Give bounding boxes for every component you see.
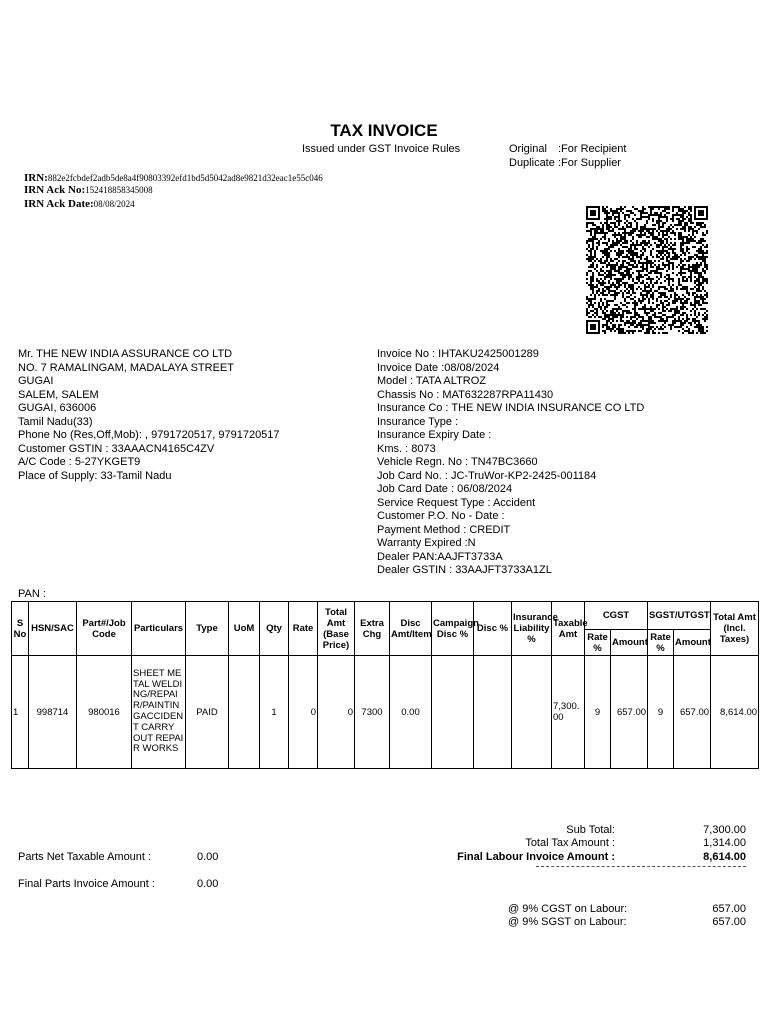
- th-particulars: Particulars: [132, 602, 186, 656]
- th-sgst-rate: Rate %: [648, 630, 674, 656]
- irn-ack-date-label: IRN Ack Date:: [24, 198, 94, 210]
- irn-line: [24, 172, 323, 184]
- pan-label: PAN :: [18, 588, 46, 600]
- cell-rate: 0: [289, 656, 318, 769]
- customer-line: Mr. THE NEW INDIA ASSURANCE CO LTD: [18, 348, 233, 360]
- sgst-labour-label: @ 9% SGST on Labour:: [508, 916, 627, 928]
- th-total-incl: Total Amt (Incl. Taxes): [711, 602, 759, 656]
- irn-label: IRN:: [24, 172, 48, 184]
- parts-net-value: 0.00: [197, 851, 219, 863]
- invoice-subtitle: Issued under GST Invoice Rules: [302, 143, 461, 155]
- customer-line: Phone No (Res,Off,Mob): , 9791720517, 9791720517: [18, 429, 280, 441]
- sub-total-label: Sub Total:: [566, 824, 615, 836]
- final-labour-value: 8,614.00: [703, 851, 746, 863]
- cell-cgst-amount: 657.00: [611, 656, 648, 769]
- cgst-labour-value: 657.00: [712, 903, 746, 915]
- invoice-detail-line: Job Card No. : JC-TruWor-KP2-2425-001184: [377, 469, 597, 482]
- cell-hsn: 998714: [29, 656, 77, 769]
- th-qty: Qty: [260, 602, 289, 656]
- cell-uom: [229, 656, 260, 769]
- cell-total-amt: 0: [318, 656, 355, 769]
- irn-ack-no-line: [24, 184, 153, 196]
- invoice-detail-line: Dealer PAN:AAJFT3733A: [377, 550, 503, 563]
- table-row: [12, 656, 759, 769]
- th-uom: UoM: [229, 602, 260, 656]
- cell-insurance-liability: [512, 656, 552, 769]
- duplicate-value: :For Supplier: [558, 157, 621, 169]
- th-total-amt: Total Amt (Base Price): [318, 602, 355, 656]
- customer-line: A/C Code : 5-27YKGET9: [18, 456, 141, 468]
- original-label: Original: [509, 143, 547, 155]
- final-labour-label: Final Labour Invoice Amount :: [457, 851, 615, 863]
- dashed-divider: [536, 866, 746, 867]
- th-sgst-amount: Amount: [674, 630, 711, 656]
- th-campaign-disc: Campaign Disc %: [432, 602, 474, 656]
- invoice-detail-line: Payment Method : CREDIT: [377, 523, 511, 536]
- th-insurance-liability: Insurance Liability %: [512, 602, 552, 656]
- th-taxable-amt: Taxable Amt: [552, 602, 585, 656]
- th-disc-amt: Disc Amt/Item: [390, 602, 432, 656]
- cell-campaign-disc: [432, 656, 474, 769]
- customer-line: GUGAI: [18, 375, 54, 387]
- irn-value: 882e2fcbdef2adb5de8a4f90803392efd1bd5d5042ad8e9821d32eac1e55c046: [47, 173, 323, 183]
- cgst-labour-label: @ 9% CGST on Labour:: [508, 903, 628, 915]
- cell-extra-chg: 7300: [355, 656, 390, 769]
- final-parts-label: Final Parts Invoice Amount :: [18, 878, 155, 890]
- th-type: Type: [186, 602, 229, 656]
- customer-line: SALEM, SALEM: [18, 388, 99, 401]
- irn-ack-no-label: IRN Ack No:: [24, 184, 86, 196]
- invoice-detail-line: Invoice No : IHTAKU2425001289: [377, 348, 539, 360]
- cell-sgst-amount: 657.00: [674, 656, 711, 769]
- cell-disc-amt: 0.00: [390, 656, 432, 769]
- irn-ack-date-value: 08/08/2024: [93, 199, 135, 209]
- th-rate: Rate: [289, 602, 318, 656]
- sgst-labour-value: 657.00: [712, 916, 746, 928]
- cell-cgst-rate: 9: [585, 656, 611, 769]
- cell-disc-pct: [474, 656, 512, 769]
- th-cgst-amount: Amount: [611, 630, 648, 656]
- customer-line: Customer GSTIN : 33AAACN4165C4ZV: [18, 442, 215, 455]
- irn-ack-date-line: [24, 198, 135, 210]
- qr-code-image: [586, 206, 708, 334]
- customer-line: NO. 7 RAMALINGAM, MADALAYA STREET: [18, 361, 234, 374]
- cell-part-code: 980016: [77, 656, 132, 769]
- cell-type: PAID: [186, 656, 229, 769]
- invoice-title: TAX INVOICE: [330, 121, 438, 140]
- cell-taxable-amt: 7,300.00: [552, 656, 585, 769]
- invoice-detail-line: Job Card Date : 06/08/2024: [377, 483, 513, 495]
- invoice-detail-line: Dealer GSTIN : 33AAJFT3733A1ZL: [377, 564, 552, 576]
- original-value: :For Recipient: [558, 143, 627, 155]
- irn-ack-no-value: 152418858345008: [85, 185, 153, 195]
- sub-total-value: 7,300.00: [703, 824, 746, 836]
- invoice-detail-line: Invoice Date :08/08/2024: [377, 361, 500, 374]
- cell-qty: 1: [260, 656, 289, 769]
- th-hsn: HSN/SAC: [29, 602, 77, 656]
- th-extra-chg: Extra Chg: [355, 602, 390, 656]
- invoice-detail-line: Model : TATA ALTROZ: [377, 375, 487, 387]
- th-sno: S No: [12, 602, 29, 656]
- duplicate-label: Duplicate: [509, 157, 555, 169]
- invoice-detail-line: Chassis No : MAT632287RPA11430: [377, 388, 554, 401]
- cell-total-incl: 8,614.00: [711, 656, 759, 769]
- customer-line: GUGAI, 636006: [18, 402, 97, 414]
- invoice-detail-line: Warranty Expired :N: [377, 537, 476, 549]
- invoice-detail-line: Insurance Co : THE NEW INDIA INSURANCE CO LTD: [377, 402, 645, 414]
- parts-net-label: Parts Net Taxable Amount :: [18, 851, 152, 863]
- cell-sno: 1: [12, 656, 29, 769]
- invoice-detail-line: Service Request Type : Accident: [377, 496, 536, 509]
- cell-sgst-rate: 9: [648, 656, 674, 769]
- invoice-detail-line: Customer P.O. No - Date :: [377, 510, 505, 522]
- th-sgst: SGST/UTGST: [648, 602, 711, 630]
- customer-line: Place of Supply: 33-Tamil Nadu: [18, 469, 172, 482]
- customer-line: Tamil Nadu(33): [18, 415, 93, 428]
- th-cgst-rate: Rate %: [585, 630, 611, 656]
- th-disc-pct: Disc %: [474, 602, 512, 656]
- invoice-detail-line: Insurance Expiry Date :: [377, 429, 492, 441]
- cell-particulars: SHEET METAL WELDING/REPAIR/PAINTINGACCIDENT CARRY OUT REPAIR WORKS: [132, 656, 186, 769]
- invoice-detail-line: Vehicle Regn. No : TN47BC3660: [377, 456, 538, 468]
- th-part-code: Part#/Job Code: [77, 602, 132, 656]
- final-parts-value: 0.00: [197, 878, 219, 890]
- invoice-detail-line: Insurance Type :: [377, 415, 459, 428]
- invoice-detail-line: Kms. : 8073: [377, 442, 436, 455]
- total-tax-label: Total Tax Amount :: [525, 837, 615, 849]
- th-cgst: CGST: [585, 602, 648, 630]
- invoice-items-table: [11, 601, 759, 769]
- total-tax-value: 1,314.00: [703, 837, 746, 849]
